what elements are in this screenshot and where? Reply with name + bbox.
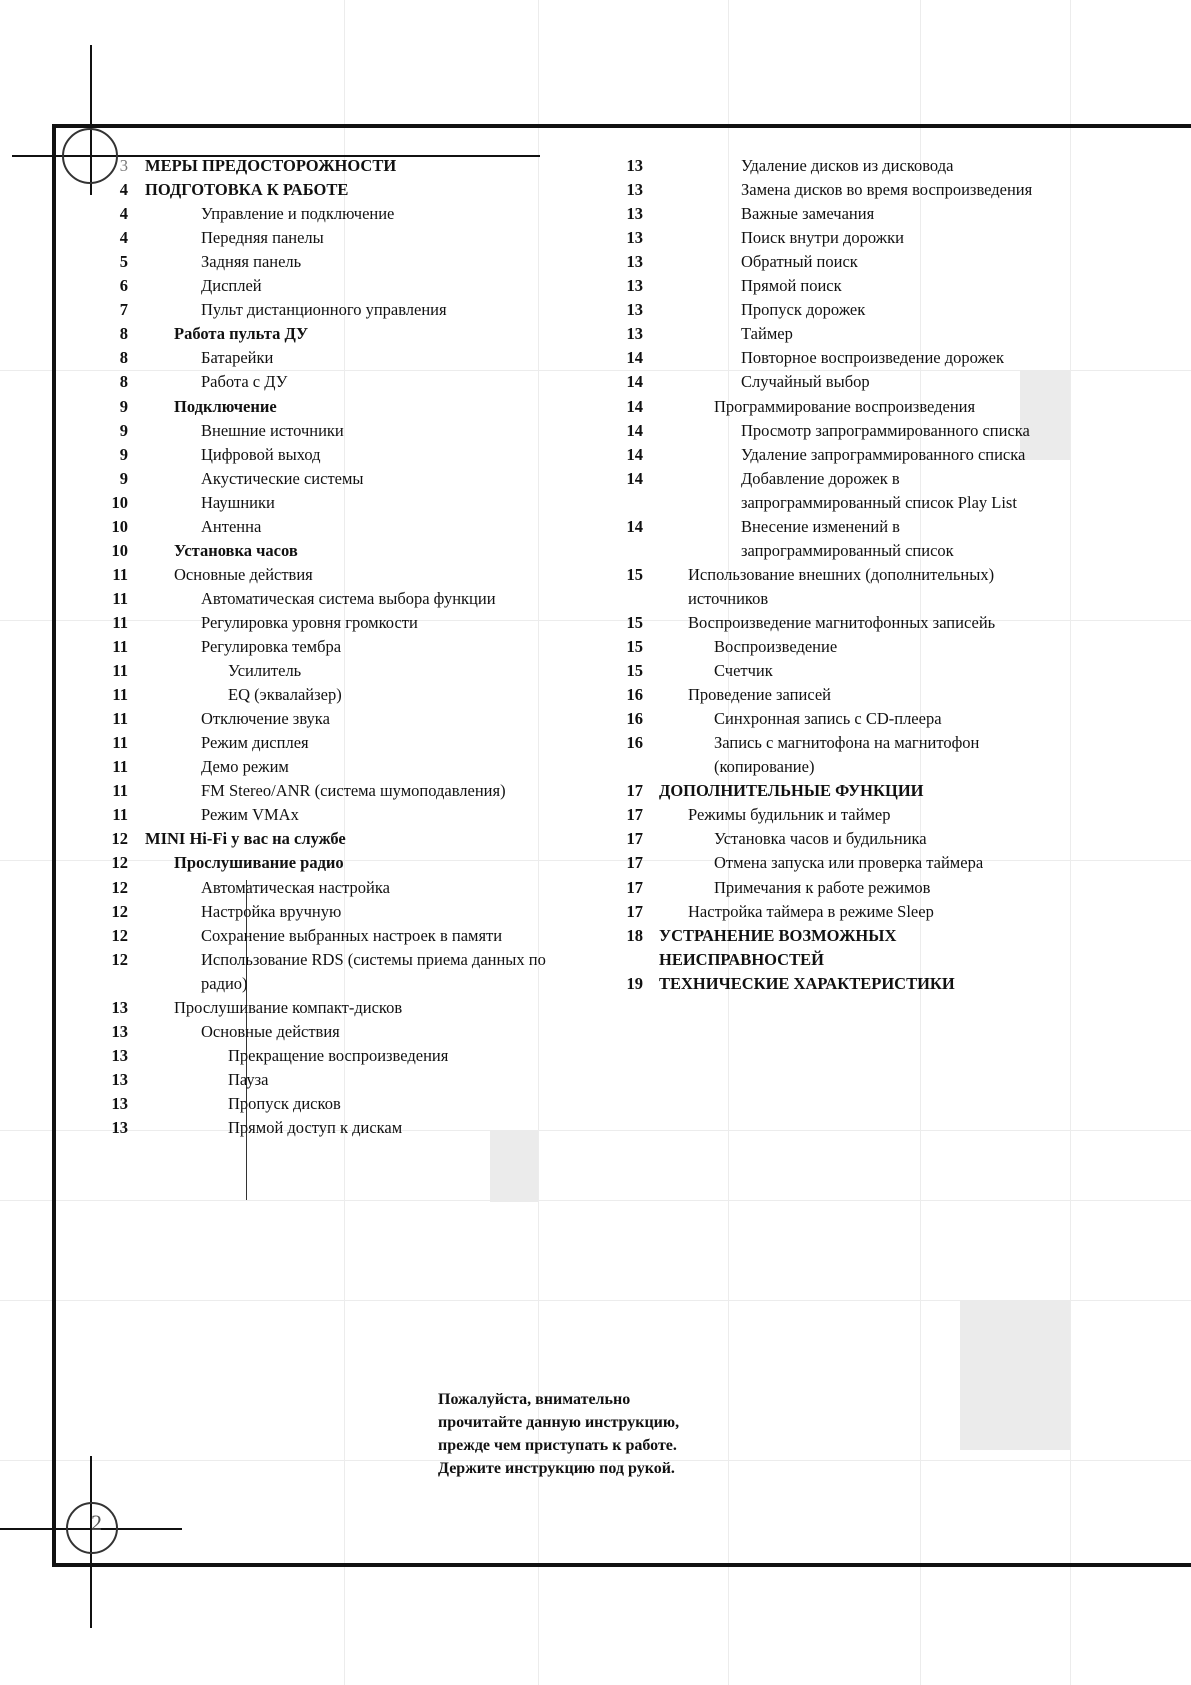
toc-page-number: 14 bbox=[626, 372, 643, 392]
toc-entry-title: Пульт дистанционного управления bbox=[201, 300, 447, 320]
toc-entry-title: Прекращение воспроизведения bbox=[228, 1045, 449, 1065]
toc-entry-title: Антенна bbox=[201, 516, 262, 536]
toc-page-number: 13 bbox=[626, 276, 643, 296]
toc-entry-title: Акустические системы bbox=[201, 468, 364, 488]
toc-page-number: 11 bbox=[112, 733, 128, 753]
toc-page-number: 13 bbox=[111, 1045, 128, 1065]
toc-entry-title: Настройка вручную bbox=[201, 901, 342, 921]
toc-entry-title: Замена дисков во время воспроизведения bbox=[741, 180, 1033, 200]
toc-page-number: 10 bbox=[111, 516, 128, 536]
toc-entry-title: Подключение bbox=[174, 396, 277, 416]
reading-notice bbox=[438, 1388, 679, 1480]
toc-page-number: 13 bbox=[626, 324, 643, 344]
toc-entry-title: Обратный поиск bbox=[741, 252, 858, 272]
frame-bottom-border bbox=[52, 1563, 1191, 1567]
toc-entry-title: Установка часов и будильника bbox=[714, 829, 927, 849]
toc-page-number: 4 bbox=[119, 228, 128, 248]
toc-page-number: 12 bbox=[111, 925, 128, 945]
toc-entry-title: Демо режим bbox=[201, 757, 289, 777]
toc-entry-title: Регулировка уровня громкости bbox=[201, 612, 418, 632]
toc-entry-title: Добавление дорожек в bbox=[741, 468, 900, 488]
toc-page-number: 11 bbox=[112, 637, 128, 656]
grid-line bbox=[0, 1130, 1191, 1131]
grid-line bbox=[0, 620, 1191, 621]
toc-entry-title: ТЕХНИЧЕСКИЕ ХАРАКТЕРИСТИКИ bbox=[659, 973, 955, 993]
toc-page-number: 13 bbox=[111, 997, 128, 1017]
grid-line bbox=[0, 370, 1191, 371]
toc-page-number: 13 bbox=[111, 1069, 128, 1089]
grid-shade bbox=[960, 1300, 1070, 1450]
toc-entry-title: Запись с магнитофона на магнитофон bbox=[714, 733, 980, 753]
toc-entry-title: Важные замечания bbox=[741, 204, 875, 224]
toc-page-number: 16 bbox=[626, 709, 643, 729]
toc-entry-title: Работа пульта ДУ bbox=[174, 324, 309, 344]
toc-page-number: 12 bbox=[111, 877, 128, 897]
toc-entry-title: Примечания к работе режимов bbox=[714, 877, 931, 897]
toc-entry-title: Задняя панель bbox=[201, 252, 302, 272]
toc-page-number: 17 bbox=[626, 853, 643, 873]
toc-entry-title: Пауза bbox=[228, 1069, 269, 1089]
toc-page-number: 8 bbox=[119, 324, 128, 344]
toc-page-number: 13 bbox=[626, 180, 643, 200]
toc-entry-title: Автоматическая настройка bbox=[201, 877, 390, 897]
toc-page-number: 19 bbox=[626, 973, 643, 993]
toc-page-number: 13 bbox=[626, 156, 643, 175]
toc-page-number: 11 bbox=[112, 709, 128, 729]
toc-entry-title: НЕИСПРАВНОСТЕЙ bbox=[659, 949, 824, 969]
toc-page-number: 14 bbox=[626, 468, 643, 488]
toc-entry-title: Режим дисплея bbox=[201, 733, 309, 753]
toc-page-number: 14 bbox=[626, 420, 643, 440]
toc-entry-title: Работа с ДУ bbox=[201, 372, 288, 392]
toc-entry-title: Передняя панелы bbox=[201, 228, 324, 248]
toc-page-number: 7 bbox=[119, 300, 128, 320]
toc-page-number: 15 bbox=[626, 637, 643, 656]
toc-page-number: 4 bbox=[119, 204, 128, 224]
toc-page-number: 8 bbox=[119, 372, 128, 392]
toc-page-number: 17 bbox=[626, 781, 643, 801]
toc-page-number: 12 bbox=[111, 829, 128, 849]
toc-page-number: 12 bbox=[111, 949, 128, 969]
notice-line: Держите инструкцию под рукой. bbox=[438, 1460, 675, 1477]
toc-entry-title: Поиск внутри дорожки bbox=[741, 228, 904, 248]
toc-entry-title: Синхронная запись с CD-плеера bbox=[714, 709, 942, 729]
toc-page-number: 13 bbox=[111, 1093, 128, 1113]
toc-page-number: 15 bbox=[626, 661, 643, 681]
toc-page-number: 17 bbox=[626, 877, 643, 897]
toc-entry-title: EQ (эквалайзер) bbox=[228, 685, 342, 705]
toc-entry-title: Отключение звука bbox=[201, 709, 330, 729]
toc-page-number: 11 bbox=[112, 612, 128, 632]
toc-page-number: 9 bbox=[119, 468, 128, 488]
toc-page-number: 11 bbox=[112, 588, 128, 608]
toc-page-number: 13 bbox=[626, 252, 643, 272]
toc-entry-title: Сохранение выбранных настроек в памяти bbox=[201, 925, 503, 945]
toc-entry-title: Использование RDS (системы приема данных по bbox=[201, 949, 546, 969]
grid-shade bbox=[490, 1130, 538, 1202]
toc-entry-title: Повторное воспроизведение дорожек bbox=[741, 348, 1004, 368]
toc-entry-title: Управление и подключение bbox=[201, 204, 395, 224]
toc-entry-title: Удаление запрограммированного списка bbox=[741, 444, 1026, 464]
toc-page-number: 5 bbox=[119, 252, 128, 272]
toc-entry-title: Настройка таймера в режиме Sleep bbox=[688, 901, 934, 921]
toc-entry-title: Цифровой выход bbox=[201, 444, 321, 464]
toc-entry-title: ДОПОЛНИТЕЛЬНЫЕ ФУНКЦИИ bbox=[659, 781, 924, 801]
toc-page-number: 4 bbox=[119, 180, 128, 200]
toc-page-number: 16 bbox=[626, 733, 643, 753]
grid-line bbox=[0, 1200, 1191, 1201]
toc-entry-title: Отмена запуска или проверка таймера bbox=[714, 853, 984, 873]
toc-page-number: 11 bbox=[112, 805, 128, 825]
toc-entry-title: Проведение записей bbox=[688, 685, 832, 705]
toc-page-number: 14 bbox=[626, 444, 643, 464]
toc-entry-title: запрограммированный список Play List bbox=[741, 492, 1017, 512]
frame-top-border bbox=[52, 124, 1191, 128]
toc-entry-title: Внесение изменений в bbox=[741, 516, 900, 536]
grid-shade bbox=[1020, 370, 1070, 460]
toc-entry-title: Случайный выбор bbox=[741, 372, 870, 392]
toc-entry-title: ПОДГОТОВКА К РАБОТЕ bbox=[145, 180, 349, 200]
toc-entry-title: MINI Hi-Fi у вас на службе bbox=[145, 829, 346, 849]
toc-page-number: 12 bbox=[111, 853, 128, 873]
toc-entry-title: источников bbox=[688, 588, 769, 608]
toc-entry-title: Прослушивание радио bbox=[174, 853, 344, 873]
toc-entry-title: Установка часов bbox=[174, 540, 298, 560]
toc-page-number: 12 bbox=[111, 901, 128, 921]
toc-page-number: 3 bbox=[119, 156, 128, 175]
page-number: 2 bbox=[91, 1510, 102, 1535]
toc-entry-title: Основные действия bbox=[201, 1021, 340, 1041]
toc-page-number: 10 bbox=[111, 540, 128, 560]
toc-entry-title: Батарейки bbox=[201, 348, 274, 368]
toc-page-number: 14 bbox=[626, 348, 643, 368]
toc-entry-title: (копирование) bbox=[714, 757, 815, 777]
toc-entry-title: УСТРАНЕНИЕ ВОЗМОЖНЫХ bbox=[659, 925, 897, 945]
toc-entry-title: Пропуск дорожек bbox=[741, 300, 866, 320]
toc-page-number: 14 bbox=[626, 396, 643, 416]
notice-line: прочитайте данную инструкцию, bbox=[438, 1414, 680, 1431]
toc-page-number: 17 bbox=[626, 805, 643, 825]
toc-page-number: 18 bbox=[626, 925, 643, 945]
toc-entry-title: Основные действия bbox=[174, 564, 313, 584]
notice-line: Пожалуйста, внимательно bbox=[438, 1391, 631, 1408]
toc-entry-title: Прямой поиск bbox=[741, 276, 842, 296]
toc-entry-title: Режимы будильник и таймер bbox=[688, 805, 891, 825]
toc-entry-title: радио) bbox=[201, 973, 248, 993]
toc-entry-title: FM Stereo/ANR (система шумоподавления) bbox=[201, 781, 506, 801]
toc-entry-title: Наушники bbox=[201, 492, 275, 512]
toc-entry-title: запрограммированный список bbox=[741, 540, 954, 560]
toc-page-number: 8 bbox=[119, 348, 128, 368]
toc-page-number: 13 bbox=[111, 1118, 128, 1137]
toc-page-number: 6 bbox=[119, 276, 128, 296]
toc-page-number: 13 bbox=[111, 1021, 128, 1041]
toc-entry-title: Воспроизведение bbox=[714, 637, 838, 656]
toc-page-number: 17 bbox=[626, 829, 643, 849]
toc-entry-title: Прямой доступ к дискам bbox=[228, 1118, 403, 1137]
toc-page-number: 9 bbox=[119, 396, 128, 416]
notice-line: прежде чем приступать к работе. bbox=[438, 1437, 677, 1454]
toc-entry-title: Таймер bbox=[741, 324, 793, 344]
toc-entry-title: Усилитель bbox=[228, 661, 302, 681]
toc-entry-title: Внешние источники bbox=[201, 420, 344, 440]
toc-entry-title: Просмотр запрограммированного списка bbox=[741, 420, 1030, 440]
toc-entry-title: Счетчик bbox=[714, 661, 773, 681]
frame-left-border bbox=[52, 124, 56, 1567]
toc-entry-title: Автоматическая система выбора функции bbox=[201, 588, 496, 608]
toc-page-number: 17 bbox=[626, 901, 643, 921]
toc-page-number: 9 bbox=[119, 420, 128, 440]
toc-entry-title: Регулировка тембра bbox=[201, 637, 342, 656]
toc-page-number: 13 bbox=[626, 204, 643, 224]
toc-entry-title: Воспроизведение магнитофонных записейь bbox=[688, 612, 996, 632]
toc-entry-title: Дисплей bbox=[201, 276, 262, 296]
toc-page-number: 11 bbox=[112, 685, 128, 705]
toc-page-number: 14 bbox=[626, 516, 643, 536]
toc-page-number: 11 bbox=[112, 564, 128, 584]
toc-entry-title: Использование внешних (дополнительных) bbox=[688, 564, 995, 584]
toc-page-number: 16 bbox=[626, 685, 643, 705]
toc-page-number: 13 bbox=[626, 300, 643, 320]
toc-entry-title: Режим VMAx bbox=[201, 805, 299, 825]
toc-entry-title: Пропуск дисков bbox=[228, 1093, 341, 1113]
toc-page-number: 11 bbox=[112, 757, 128, 777]
toc-page-number: 11 bbox=[112, 781, 128, 801]
toc-page-number: 13 bbox=[626, 228, 643, 248]
toc-entry-title: МЕРЫ ПРЕДОСТОРОЖНОСТИ bbox=[145, 156, 397, 175]
toc-page-number: 15 bbox=[626, 564, 643, 584]
toc-entry-title: Программирование воспроизведения bbox=[714, 396, 976, 416]
toc-page-number: 9 bbox=[119, 444, 128, 464]
toc-page-number: 15 bbox=[626, 612, 643, 632]
grid-line bbox=[1070, 0, 1071, 1685]
toc-page-number: 10 bbox=[111, 492, 128, 512]
toc-page-number: 11 bbox=[112, 661, 128, 681]
toc-entry-title: Удаление дисков из дисковода bbox=[741, 156, 954, 175]
toc-entry-title: Прослушивание компакт-дисков bbox=[174, 997, 403, 1017]
